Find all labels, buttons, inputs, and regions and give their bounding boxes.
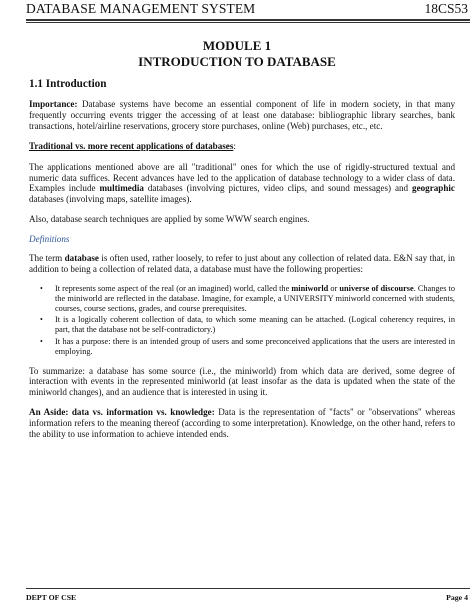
geographic-term: geographic	[412, 183, 455, 194]
traditional-heading	[29, 141, 455, 152]
item1-text-3: . Changes to the miniworld are reflected in the database. Imagine, for example, a UNIVERSITY miniworld concerned with students, courses, course sections, grades, and course prerequisites.	[55, 283, 456, 313]
definitions-text-1: The term	[29, 253, 65, 264]
list-item	[40, 315, 455, 335]
also-paragraph: Also, database search techniques are applied by some WWW search engines.	[29, 214, 310, 225]
definitions-text-2: is often used, rather loosely, to refer to just about any collection of related data. E&N say that, in addition to being a collection of related data, a database must have the following properties:	[29, 253, 455, 275]
item1-text-2: or	[328, 283, 340, 293]
footer-department: DEPT OF CSE	[26, 593, 77, 602]
traditional-text-2: databases (involving pictures, video clips, and sound messages) and	[143, 183, 413, 194]
page-header	[26, 1, 472, 19]
list-item	[40, 336, 455, 357]
module-number: MODULE 1	[202, 38, 272, 53]
module-title	[0, 38, 474, 70]
bullet-icon: •	[40, 336, 43, 346]
traditional-heading-text: Traditional vs. more recent applications of databases	[29, 140, 234, 151]
traditional-paragraph	[29, 162, 455, 206]
importance-paragraph	[29, 99, 455, 132]
database-term: database	[64, 253, 99, 264]
header-rule-thick	[26, 19, 470, 21]
bullet-icon: •	[40, 283, 43, 293]
module-subtitle: INTRODUCTION TO DATABASE	[138, 54, 336, 69]
bullet-icon: •	[40, 315, 43, 325]
universe-of-discourse-term: universe of discourse	[339, 283, 414, 293]
traditional-text-1: The applications mentioned above are all "traditional" ones for which the use of rigidly-structured textual and numeric data suffices. Recent advances have led to the application of database technology to a wider class of data. Examples include	[29, 161, 455, 194]
list-item	[40, 283, 456, 313]
aside-text: Data is the representation of "facts" or "observations" whereas information refers to the meaning thereof (according to some interpretation). Knowledge, on the other hand, refers to the ability to use information to achieve intended ends.	[29, 407, 455, 440]
page-content	[29, 78, 455, 449]
header-course-code: 18CS53	[424, 1, 468, 16]
traditional-text-3: databases (involving maps, satellite images).	[29, 194, 192, 205]
section-heading-intro: 1.1 Introduction	[29, 78, 107, 90]
aside-label: An Aside: data vs. information vs. knowledge:	[29, 407, 215, 418]
definitions-heading: Definitions	[29, 234, 70, 245]
multimedia-term: multimedia	[99, 183, 144, 194]
aside-paragraph	[29, 407, 455, 440]
header-title: DATABASE MANAGEMENT SYSTEM	[26, 1, 256, 16]
importance-text: Database systems have become an essential component of life in modern society, in that many frequently occurring events trigger the accessing of at least one database: bibliographic library searches, bank transactions, hotel/airline reservations, grocery store purchases, online (Web) purchases, etc., etc.	[29, 99, 455, 131]
footer-page-number: Page 4	[446, 593, 468, 602]
properties-list	[29, 284, 455, 357]
traditional-heading-suffix: :	[233, 140, 236, 151]
header-rule-thin	[26, 22, 470, 23]
item2-text: It is a logically coherent collection of data, to which some meaning can be attached. (Logical coherency requires, in part, that the database not be self-contradictory.)	[55, 315, 455, 335]
summary-paragraph: To summarize: a database has some source (i.e., the miniworld) from which data are derived, some degree of interaction with events in the represented miniworld (at least insofar as the data is updated when the state of the miniworld changes), and an audience that is interested in using it.	[29, 365, 455, 398]
importance-label: Importance:	[29, 99, 78, 109]
item3-text: It has a purpose: there is an intended group of users and some preconceived applications that the users are interested in employing.	[55, 336, 455, 356]
footer-rule	[26, 588, 470, 589]
item1-text-1: It represents some aspect of the real (or an imagined) world, called the	[55, 283, 292, 293]
definitions-paragraph	[29, 253, 455, 275]
miniworld-term: miniworld	[291, 283, 329, 293]
